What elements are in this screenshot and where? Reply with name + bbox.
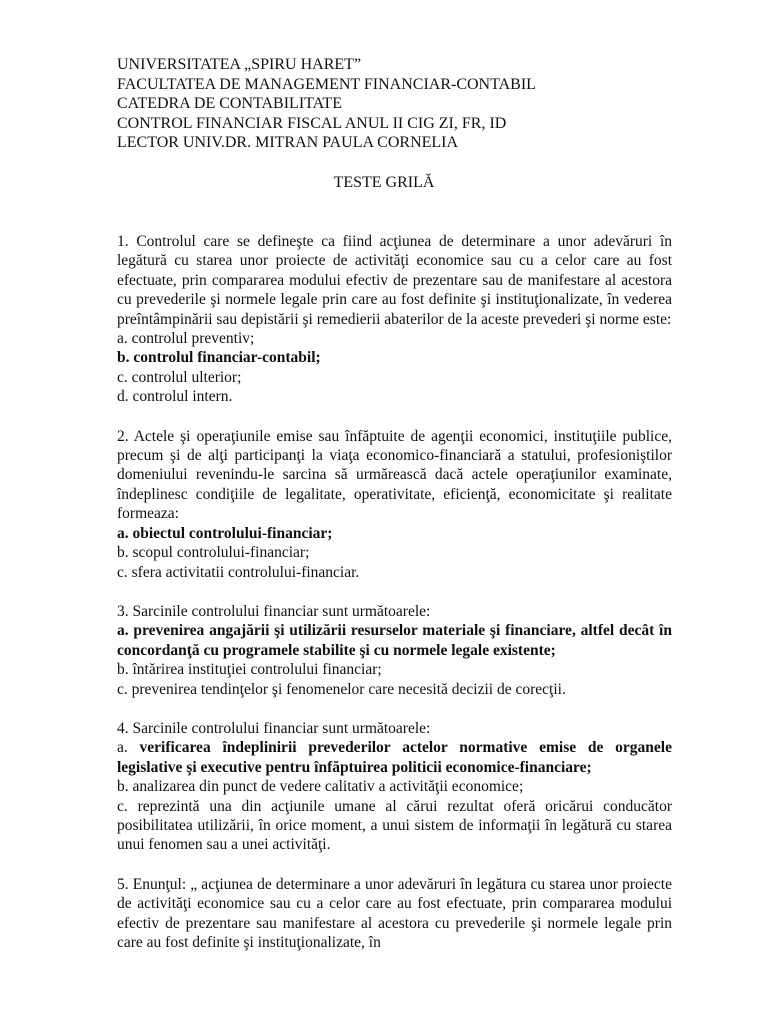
document-header [117,55,677,153]
document-title: TESTE GRILĂ [333,174,435,191]
option-c: c. controlul ulterior; [117,368,242,386]
option-prefix: a. [117,739,140,757]
question-5 [117,875,672,953]
header-lecturer: LECTOR UNIV.DR. MITRAN PAULA CORNELIA [117,134,459,151]
option-a-correct: a. prevenirea angajării şi utilizării resurselor materiale şi financiare, altfel decât în concordanţă cu programele stabilite şi cu normele legale existente; [117,622,672,659]
option-c: c. sfera activitatii controlului-financiar. [117,563,360,581]
option-b-correct: b. controlul financiar-contabil; [117,349,321,367]
question-stem: 3. Sarcinile controlului financiar sunt următoarele: [117,602,431,620]
option-a: a. controlul preventiv; [117,330,255,348]
question-stem: 1. Controlul care se defineşte ca fiind acţiunea de determinare a unor adevăruri în legătură cu starea unor proiecte de activităţi economice sau cu a celor care au fost efectuate, prin compararea modului efectiv de prezentare sau de manifestare al acestora cu prevederile şi normele legale prin care au fost definite şi instituţionalizate, în vederea preîntâmpinării sau depistării şi remedierii abaterilor de la aceste prevederi şi norme este: [117,233,672,328]
option-b: b. scopul controlului-financiar; [117,544,310,562]
question-3 [117,602,672,699]
option-d: d. controlul intern. [117,388,233,406]
question-1 [117,232,672,407]
option-c: c. prevenirea tendinţelor şi fenomenelor care necesită decizii de corecţii. [117,680,566,698]
option-b: b. analizarea din punct de vedere calitativ a activităţii economice; [117,778,524,796]
option-b: b. întărirea instituţiei controlului financiar; [117,661,382,679]
option-text: verificarea îndeplinirii prevederilor actelor normative emise de organele legislative şi executive pentru înfăptuirea politicii economice-financiare; [117,739,672,776]
header-department: CATEDRA DE CONTABILITATE [117,95,342,112]
header-university: UNIVERSITATEA „SPIRU HARET” [117,56,362,73]
question-2 [117,427,672,582]
questions-list [117,232,672,972]
header-faculty: FACULTATEA DE MANAGEMENT FINANCIAR-CONTABIL [117,75,536,93]
option-a-correct: a. obiectul controlului-financiar; [117,524,333,542]
header-course: CONTROL FINANCIAR FISCAL ANUL II CIG ZI, FR, ID [117,114,507,132]
question-stem: 5. Enunţul: „ acţiunea de determinare a unor adevăruri în legătura cu starea unor proiecte de activităţi economice sau cu a celor care au fost efectuate, prin compararea modului efectiv de prezentare sau manifestare al acestora cu prevederile şi normele legale prin care au fost definite şi instituţionalizate, în [117,875,672,951]
option-c: c. reprezintă una din acţiunile umane al cărui rezultat oferă oricărui conducător posibilitatea utilizării, în orice moment, a unui sistem de informaţii în legătură cu starea unui fenomen sau a unei activităţi. [117,797,672,854]
question-4 [117,719,672,855]
question-stem: 4. Sarcinile controlului financiar sunt următoarele: [117,719,431,737]
question-stem: 2. Actele şi operaţiunile emise sau înfăptuite de agenţii economici, instituţiile publice, precum şi de alţi participanţi la viaţa economico-financiară a statului, profesioniştilor domeniului revenindu-le sarcina să urmărească dacă actele operaţiunilor examinate, îndeplinesc condiţiile de legalitate, operativitate, eficienţă, economicitate şi realitate formeaza: [117,427,672,523]
option-a-correct [117,738,672,777]
